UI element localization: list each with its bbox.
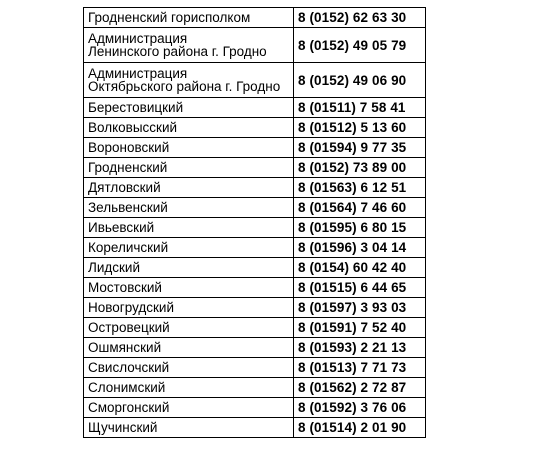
organization-name-line: Зельвенский (88, 200, 168, 215)
organization-name-line: Ивьевский (88, 220, 155, 235)
table-row (84, 98, 426, 118)
phone-number-cell: 8 (0152) 49 05 79 (294, 28, 426, 63)
organization-name-cell (84, 198, 294, 218)
phone-number-cell: 8 (01593) 2 21 13 (294, 338, 426, 358)
phone-number-cell: 8 (01595) 6 80 15 (294, 218, 426, 238)
table-row (84, 178, 426, 198)
organization-name-line: Администрация (88, 66, 188, 81)
table-row (84, 298, 426, 318)
organization-name-cell (84, 298, 294, 318)
organization-name-cell (84, 358, 294, 378)
table-row (84, 8, 426, 28)
organization-name-cell (84, 278, 294, 298)
organization-name-line: Волковысский (88, 120, 178, 135)
table-row (84, 378, 426, 398)
organization-name-cell (84, 158, 294, 178)
organization-name-line: Лидский (88, 260, 141, 275)
organization-name-cell (84, 338, 294, 358)
organization-name-line: Мостовский (88, 280, 162, 295)
table-row (84, 418, 426, 438)
table-row (84, 258, 426, 278)
organization-name-line: Гродненский горисполком (88, 10, 251, 25)
organization-name-cell (84, 378, 294, 398)
phone-number-cell: 8 (01563) 6 12 51 (294, 178, 426, 198)
organization-name-cell (84, 63, 294, 98)
table-row (84, 358, 426, 378)
organization-name-line: Кореличский (88, 240, 169, 255)
phone-number-cell: 8 (01514) 2 01 90 (294, 418, 426, 438)
table-row (84, 218, 426, 238)
phone-number-cell: 8 (01562) 2 72 87 (294, 378, 426, 398)
table-row (84, 318, 426, 338)
organization-name-line: Сморгонский (88, 400, 170, 415)
table-row (84, 198, 426, 218)
organization-name-line: Октябрьского района г. Гродно (88, 79, 281, 94)
phone-number-cell: 8 (01592) 3 76 06 (294, 398, 426, 418)
table-row (84, 238, 426, 258)
phone-number-cell: 8 (01564) 7 46 60 (294, 198, 426, 218)
organization-name-line: Вороновский (88, 140, 170, 155)
organization-name-cell (84, 28, 294, 63)
organization-name-cell (84, 178, 294, 198)
organization-name-line: Дятловский (88, 180, 161, 195)
organization-name-line: Щучинский (88, 420, 158, 435)
table-row (84, 28, 426, 63)
organization-name-cell (84, 98, 294, 118)
organization-name-cell (84, 238, 294, 258)
phone-number-cell: 8 (01511) 7 58 41 (294, 98, 426, 118)
phone-number-cell: 8 (01596) 3 04 14 (294, 238, 426, 258)
organization-name-line: Ошмянский (88, 340, 162, 355)
organization-name-cell (84, 218, 294, 238)
table-row (84, 118, 426, 138)
phone-number-cell: 8 (01515) 6 44 65 (294, 278, 426, 298)
phone-number-cell: 8 (0152) 73 89 00 (294, 158, 426, 178)
table-row (84, 398, 426, 418)
organization-name-line: Гродненский (88, 160, 168, 175)
organization-name-line: Администрация (88, 31, 188, 46)
organization-name-line: Островецкий (88, 320, 170, 335)
organization-name-line: Слонимский (88, 380, 166, 395)
organization-name-cell (84, 8, 294, 28)
organization-name-cell (84, 398, 294, 418)
phone-number-cell: 8 (0154) 60 42 40 (294, 258, 426, 278)
table-row (84, 278, 426, 298)
phone-number-cell: 8 (01594) 9 77 35 (294, 138, 426, 158)
contacts-table-body (84, 8, 426, 438)
table-row (84, 338, 426, 358)
organization-name-line: Берестовицкий (88, 100, 184, 115)
phone-number-cell: 8 (01512) 5 13 60 (294, 118, 426, 138)
phone-number-cell: 8 (0152) 49 06 90 (294, 63, 426, 98)
phone-number-cell: 8 (01591) 7 52 40 (294, 318, 426, 338)
organization-name-line: Свислочский (88, 360, 170, 375)
table-row (84, 158, 426, 178)
phone-number-cell: 8 (01513) 7 71 73 (294, 358, 426, 378)
table-row (84, 138, 426, 158)
organization-name-cell (84, 118, 294, 138)
organization-name-line: Новогрудский (88, 300, 174, 315)
contacts-table (83, 7, 426, 438)
phone-number-cell: 8 (01597) 3 93 03 (294, 298, 426, 318)
organization-name-cell (84, 418, 294, 438)
organization-name-cell (84, 258, 294, 278)
organization-name-line: Ленинского района г. Гродно (88, 44, 267, 59)
table-row (84, 63, 426, 98)
organization-name-cell (84, 318, 294, 338)
phone-number-cell: 8 (0152) 62 63 30 (294, 8, 426, 28)
organization-name-cell (84, 138, 294, 158)
